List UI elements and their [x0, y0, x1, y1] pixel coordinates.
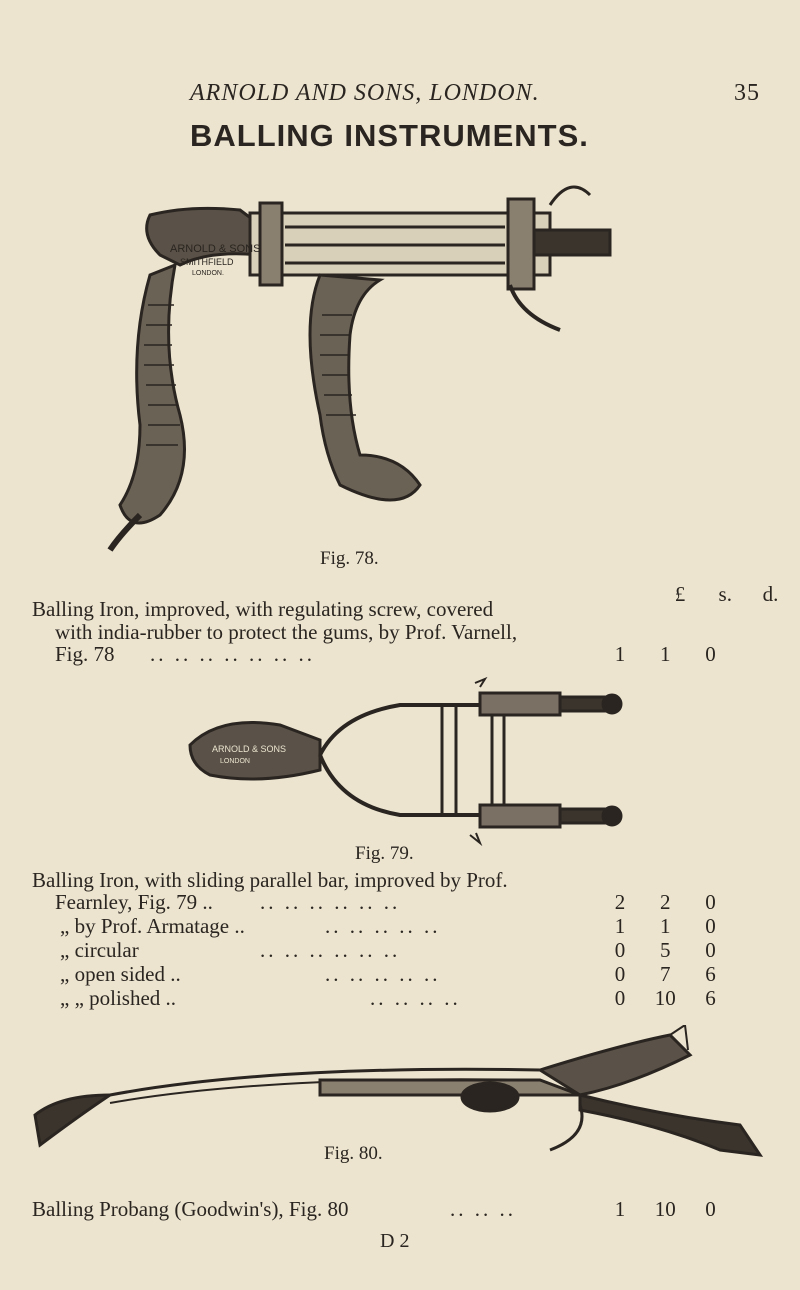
price-pounds: 0 — [614, 986, 626, 1010]
item-78-leader: .. .. .. .. .. .. .. — [150, 642, 315, 666]
running-title: ARNOLD AND SONS, LONDON. — [190, 80, 540, 106]
shillings-header: s. — [718, 582, 732, 606]
item-80-label: Balling Probang (Goodwin's), Fig. 80 — [32, 1197, 349, 1221]
price-pounds: 1 — [614, 914, 626, 938]
price-pence: 0 — [705, 890, 716, 914]
item-79-polished-leader: .. .. .. .. — [370, 986, 461, 1010]
price-pence: 6 — [705, 986, 716, 1010]
item-79-armatage-label: „ by Prof. Armatage .. — [60, 914, 245, 938]
price-shillings: 10 — [654, 986, 676, 1010]
item-79-open-sided-leader: .. .. .. .. .. — [325, 962, 441, 986]
fig-78-illustration — [100, 155, 660, 555]
item-78-desc-line2: with india-rubber to protect the gums, by Prof. Varnell, — [55, 620, 518, 644]
fig-79-illustration — [180, 675, 640, 850]
item-79-intro: Balling Iron, with sliding parallel bar, improved by Prof. — [32, 868, 508, 892]
price-shillings: 1 — [660, 642, 671, 666]
item-78-row — [0, 642, 800, 670]
item-79-circular-label: „ circular — [60, 938, 139, 962]
item-79-polished-row — [0, 986, 800, 1014]
price-pence: 0 — [705, 1197, 716, 1221]
price-shillings: 5 — [660, 938, 671, 962]
item-78-label: Fig. 78 — [55, 642, 115, 666]
page-header — [190, 80, 760, 110]
fig-79-caption: Fig. 79. — [355, 843, 414, 864]
price-shillings: 10 — [654, 1197, 676, 1221]
signature-mark: D 2 — [380, 1230, 410, 1252]
pence-header: d. — [762, 582, 779, 606]
item-79-circular-price — [600, 938, 780, 963]
item-80-row — [0, 1197, 800, 1225]
price-shillings: 1 — [660, 914, 671, 938]
item-79-price — [600, 890, 780, 915]
section-title: BALLING INSTRUMENTS. — [190, 118, 589, 153]
price-pence: 6 — [705, 962, 716, 986]
price-shillings: 2 — [660, 890, 671, 914]
item-79-leader: .. .. .. .. .. .. — [260, 890, 401, 914]
item-78-price — [600, 642, 780, 667]
item-79-armatage-leader: .. .. .. .. .. — [325, 914, 441, 938]
price-pounds: 0 — [614, 962, 626, 986]
price-pounds: 0 — [614, 938, 626, 962]
item-79-open-sided-label: „ open sided .. — [60, 962, 181, 986]
item-79-circular-leader: .. .. .. .. .. .. — [260, 938, 401, 962]
item-79-polished-label: „ „ polished .. — [60, 986, 177, 1010]
price-pounds: 2 — [614, 890, 626, 914]
price-pounds: 1 — [614, 1197, 626, 1221]
fig-78-stamp-line2: SMITHFIELD — [180, 257, 234, 267]
item-79-armatage-price — [600, 914, 780, 939]
fig-80-illustration — [20, 1025, 790, 1160]
item-78-desc-line1: Balling Iron, improved, with regulating screw, covered — [32, 597, 494, 621]
price-pence: 0 — [705, 642, 716, 666]
fig-79-stamp-line2: LONDON — [220, 758, 250, 765]
fig-80-caption: Fig. 80. — [324, 1143, 383, 1164]
fig-79-stamp: ARNOLD & SONS — [212, 744, 287, 754]
pounds-header: £ — [674, 582, 686, 606]
price-pence: 0 — [705, 914, 716, 938]
price-pounds: 1 — [614, 642, 626, 666]
currency-header — [660, 582, 791, 607]
price-shillings: 7 — [660, 962, 671, 986]
page-number: 35 — [734, 80, 760, 106]
fig-78-stamp-line3: LONDON. — [192, 270, 224, 277]
fig-78-caption: Fig. 78. — [320, 548, 379, 569]
item-80-leader: .. .. .. — [450, 1197, 516, 1221]
item-79-open-sided-price — [600, 962, 780, 987]
item-80-price — [600, 1197, 780, 1222]
item-79-polished-price — [600, 986, 780, 1011]
item-79-label: Fearnley, Fig. 79 .. — [55, 890, 213, 914]
fig-78-stamp: ARNOLD & SONS — [170, 243, 261, 255]
price-pence: 0 — [705, 938, 716, 962]
